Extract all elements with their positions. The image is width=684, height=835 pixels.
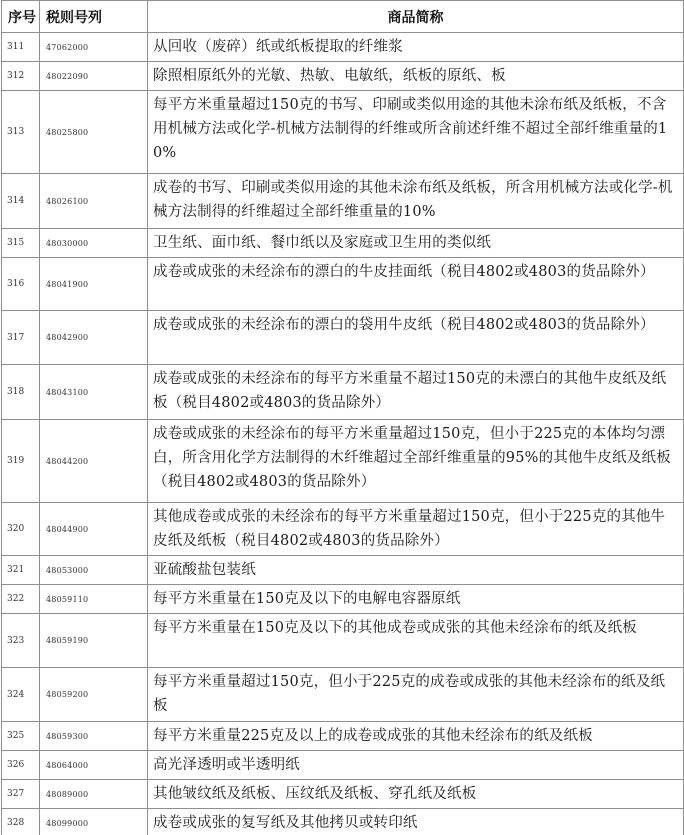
row-seq: 323	[2, 614, 40, 668]
row-seq: 322	[2, 585, 40, 614]
row-code: 48022090	[40, 62, 148, 91]
row-name: 每平方米重量在150克及以下的其他成卷或成张的其他未经涂布的纸及纸板	[148, 614, 684, 668]
table-row	[2, 780, 684, 809]
row-seq: 316	[2, 258, 40, 311]
row-seq: 313	[2, 91, 40, 174]
row-name: 每平方米重量超过150克的书写、印刷或类似用途的其他未涂布纸及纸板，不含用机械方法或化学-机械方法制得的纤维或所含前述纤维不超过全部纤维重量的10%	[148, 91, 684, 174]
row-name: 成卷或成张的未经涂布的每平方米重量超过150克，但小于225克的本体均匀漂白，所含用化学方法制得的木纤维超过全部纤维重量的95%的其他牛皮纸及纸板（税目4802或4803的货品除外）	[148, 420, 684, 503]
row-code: 48044200	[40, 420, 148, 503]
table-row	[2, 614, 684, 668]
row-code: 48059110	[40, 585, 148, 614]
table-row	[2, 503, 684, 556]
row-seq: 311	[2, 33, 40, 62]
row-seq: 324	[2, 668, 40, 722]
table-row	[2, 258, 684, 311]
row-seq: 317	[2, 311, 40, 365]
table-row	[2, 668, 684, 722]
tariff-table	[1, 0, 684, 835]
table-row	[2, 585, 684, 614]
row-name: 从回收（废碎）纸或纸板提取的纤维浆	[148, 33, 684, 62]
row-name: 亚硫酸盐包装纸	[148, 556, 684, 585]
row-code: 48099000	[40, 809, 148, 835]
row-seq: 318	[2, 365, 40, 420]
row-name: 除照相原纸外的光敏、热敏、电敏纸，纸板的原纸、板	[148, 62, 684, 91]
row-name: 成卷或成张的未经涂布的漂白的袋用牛皮纸（税目4802或4803的货品除外）	[148, 311, 684, 365]
row-name: 成卷或成张的复写纸及其他拷贝或转印纸	[148, 809, 684, 835]
row-code: 48059200	[40, 668, 148, 722]
row-seq: 321	[2, 556, 40, 585]
table-body	[2, 33, 684, 835]
row-code: 48043100	[40, 365, 148, 420]
row-code: 48053000	[40, 556, 148, 585]
table-row	[2, 174, 684, 229]
table-row	[2, 62, 684, 91]
row-seq: 326	[2, 751, 40, 780]
row-code: 48025800	[40, 91, 148, 174]
row-code: 48064000	[40, 751, 148, 780]
row-name: 每平方米重量超过150克，但小于225克的成卷或成张的其他未经涂布的纸及纸板	[148, 668, 684, 722]
row-name: 成卷或成张的未经涂布的每平方米重量不超过150克的未漂白的其他牛皮纸及纸板（税目4802或4803的货品除外）	[148, 365, 684, 420]
row-name: 每平方米重量225克及以上的成卷或成张的其他未经涂布的纸及纸板	[148, 722, 684, 751]
row-seq: 314	[2, 174, 40, 229]
header-row	[2, 1, 684, 33]
row-seq: 319	[2, 420, 40, 503]
row-code: 48026100	[40, 174, 148, 229]
header-seq: 序号	[2, 1, 40, 33]
row-code: 48059190	[40, 614, 148, 668]
header-code: 税则号列	[40, 1, 148, 33]
row-name: 成卷或成张的未经涂布的漂白的牛皮挂面纸（税目4802或4803的货品除外）	[148, 258, 684, 311]
table-row	[2, 33, 684, 62]
table-row	[2, 722, 684, 751]
table-row	[2, 420, 684, 503]
row-name: 其他皱纹纸及纸板、压纹纸及纸板、穿孔纸及纸板	[148, 780, 684, 809]
row-name: 成卷的书写、印刷或类似用途的其他未涂布纸及纸板，所含用机械方法或化学-机械方法制得的纤维超过全部纤维重量的10%	[148, 174, 684, 229]
row-name: 其他成卷或成张的未经涂布的每平方米重量超过150克，但小于225克的其他牛皮纸及纸板（税目4802或4803的货品除外）	[148, 503, 684, 556]
row-name: 高光泽透明或半透明纸	[148, 751, 684, 780]
row-code: 48059300	[40, 722, 148, 751]
row-seq: 325	[2, 722, 40, 751]
table-row	[2, 311, 684, 365]
header-name: 商品简称	[148, 1, 684, 33]
row-seq: 312	[2, 62, 40, 91]
table-row	[2, 751, 684, 780]
table-row	[2, 556, 684, 585]
row-name: 卫生纸、面巾纸、餐巾纸以及家庭或卫生用的类似纸	[148, 229, 684, 258]
table-row	[2, 91, 684, 174]
row-name: 每平方米重量在150克及以下的电解电容器原纸	[148, 585, 684, 614]
row-seq: 327	[2, 780, 40, 809]
table-row	[2, 229, 684, 258]
row-seq: 315	[2, 229, 40, 258]
table-row	[2, 809, 684, 835]
row-code: 47062000	[40, 33, 148, 62]
row-seq: 328	[2, 809, 40, 835]
row-code: 48044900	[40, 503, 148, 556]
row-code: 48030000	[40, 229, 148, 258]
row-code: 48089000	[40, 780, 148, 809]
row-code: 48041900	[40, 258, 148, 311]
row-code: 48042900	[40, 311, 148, 365]
row-seq: 320	[2, 503, 40, 556]
table-row	[2, 365, 684, 420]
